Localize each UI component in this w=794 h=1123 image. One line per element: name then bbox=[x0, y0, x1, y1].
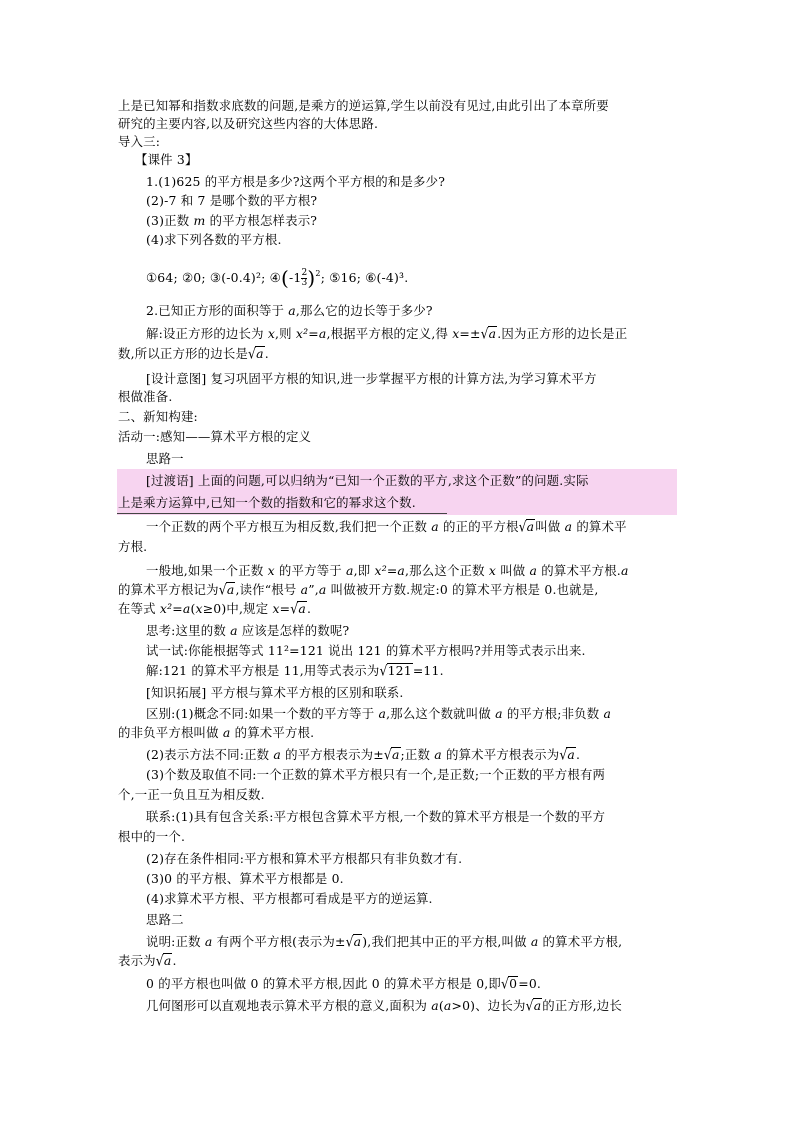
definition-line: 的算术平方根记为√a,读作“根号 a”,a 叫做被开方数.规定:0 的算术平方根是 0.也就是, bbox=[118, 580, 599, 599]
approach-label: 思路一 bbox=[146, 451, 184, 466]
try-line: 试一试:你能根据等式 11²=121 说出 121 的算术平方根吗?并用等式表示出来. bbox=[146, 643, 586, 658]
difference-line: 个,一正一负且互为相反数. bbox=[118, 787, 265, 802]
definition-line: 一般地,如果一个正数 x 的平方等于 a,即 x²=a,那么这个正数 x 叫做 a 的算术平方根.a bbox=[146, 563, 629, 578]
section-label: 导入三: bbox=[118, 134, 161, 149]
connection-line: (3)0 的平方根、算术平方根都是 0. bbox=[146, 871, 344, 886]
activity-heading: 活动一:感知——算术平方根的定义 bbox=[118, 429, 312, 444]
question-line: (4)求下列各数的平方根. bbox=[146, 232, 282, 247]
connection-line: 根中的一个. bbox=[118, 829, 186, 844]
definition-line: 一个正数的两个平方根互为相反数,我们把一个正数 a 的正的平方根√a叫做 a 的算术平 bbox=[146, 517, 627, 536]
explanation-line: 说明:正数 a 有两个平方根(表示为±√a),我们把其中正的平方根,叫做 a 的算术平方根, bbox=[146, 932, 623, 951]
difference-line: (2)表示方法不同:正数 a 的平方根表示为±√a;正数 a 的算术平方根表示为√a. bbox=[146, 745, 581, 764]
difference-line: 的非负平方根叫做 a 的算术平方根. bbox=[118, 725, 315, 740]
transition-text: 上是乘方运算中,已知一个数的指数和它的幂求这个数. bbox=[118, 495, 416, 510]
explanation-line: 表示为√a. bbox=[118, 951, 177, 970]
connection-line: 联系:(1)具有包含关系:平方根包含算术平方根,一个数的算术平方根是一个数的平方 bbox=[146, 809, 606, 824]
connection-line: (4)求算术平方根、平方根都可看成是平方的逆运算. bbox=[146, 891, 433, 906]
text-line: 根做准备. bbox=[118, 389, 173, 404]
text-line: 上是已知幂和指数求底数的问题,是乘方的逆运算,学生以前没有见过,由此引出了本章所要 bbox=[118, 98, 609, 113]
question-line: (3)正数 m 的平方根怎样表示? bbox=[146, 213, 318, 228]
solution-line: 数,所以正方形的边长是√a. bbox=[118, 344, 269, 363]
transition-text: [过渡语] 上面的问题,可以归纳为“已知一个正数的平方,求这个正数”的问题.实际 bbox=[146, 473, 589, 488]
question-line: (2)-7 和 7 是哪个数的平方根? bbox=[146, 193, 318, 208]
highlight-underline bbox=[117, 513, 447, 514]
design-intent: [设计意图] 复习巩固平方根的知识,进一步掌握平方根的计算方法,为学习算术平方 bbox=[146, 371, 597, 386]
section-heading: 二、新知构建: bbox=[118, 409, 198, 424]
question-items: ①64; ②0; ③(-0.4)²; ④(-1 $\frac{2}{3}$ )$^2$; ⑤16; ⑥(-4)³. bbox=[146, 266, 409, 290]
connection-line: (2)存在条件相同:平方根和算术平方根都只有非负数才有. bbox=[146, 851, 463, 866]
explanation-line: 0 的平方根也叫做 0 的算术平方根,因此 0 的算术平方根是 0,即√0=0. bbox=[146, 974, 542, 993]
text-line: 研究的主要内容,以及研究这些内容的大体思路. bbox=[118, 116, 379, 131]
definition-line: 方根. bbox=[118, 539, 148, 554]
difference-line: (3)个数及取值不同:一个正数的算术平方根只有一个,是正数;一个正数的平方根有两 bbox=[146, 767, 606, 782]
difference-line: 区别:(1)概念不同:如果一个数的平方等于 a,那么这个数就叫做 a 的平方根;非负数 a bbox=[146, 706, 612, 721]
think-line: 思考:这里的数 a 应该是怎样的数呢? bbox=[146, 623, 350, 638]
solution-line: 解:121 的算术平方根是 11,用等式表示为√121=11. bbox=[146, 661, 444, 680]
question-line: 2.已知正方形的面积等于 a,那么它的边长等于多少? bbox=[146, 303, 433, 318]
courseware-label: 【课件 3】 bbox=[135, 152, 198, 167]
definition-line: 在等式 x²=a(x≥0)中,规定 x=√a. bbox=[118, 599, 312, 618]
extension-line: [知识拓展] 平方根与算术平方根的区别和联系. bbox=[146, 685, 404, 700]
approach-label: 思路二 bbox=[146, 912, 184, 927]
question-line: 1.(1)625 的平方根是多少?这两个平方根的和是多少? bbox=[146, 174, 446, 189]
solution-line: 解:设正方形的边长为 x,则 x²=a,根据平方根的定义,得 x=±√a.因为正方形的边长是正 bbox=[146, 324, 628, 343]
explanation-line: 几何图形可以直观地表示算术平方根的意义,面积为 a(a>0)、边长为√a的正方形,边长 bbox=[146, 996, 622, 1015]
